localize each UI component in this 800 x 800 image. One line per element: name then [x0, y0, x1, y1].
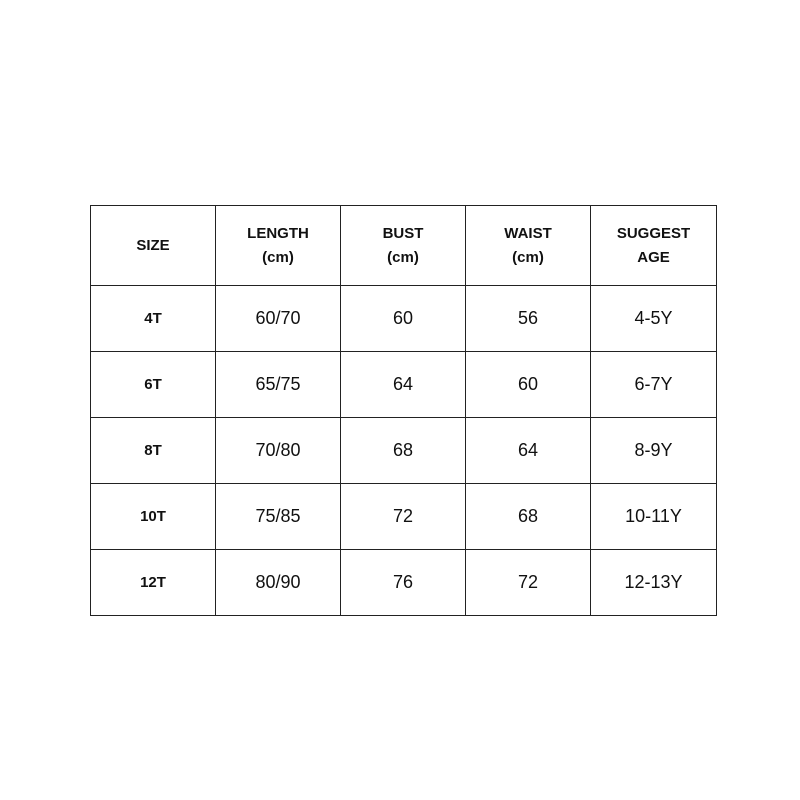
header-length-line1: LENGTH [247, 224, 309, 242]
bust-cell: 68 [341, 418, 466, 484]
header-size-line1: SIZE [136, 236, 170, 254]
table-row [91, 550, 717, 616]
size-cell: 4T [91, 286, 216, 352]
header-age-line2: AGE [637, 248, 670, 266]
header-length-line2: (cm) [262, 248, 294, 266]
header-bust [341, 206, 466, 286]
table-row [91, 418, 717, 484]
table-row [91, 484, 717, 550]
age-cell: 8-9Y [591, 418, 717, 484]
header-size [91, 206, 216, 286]
length-cell: 70/80 [216, 418, 341, 484]
waist-cell: 64 [466, 418, 591, 484]
size-cell: 12T [91, 550, 216, 616]
bust-cell: 60 [341, 286, 466, 352]
header-waist-line1: WAIST [504, 224, 552, 242]
size-cell: 8T [91, 418, 216, 484]
waist-cell: 68 [466, 484, 591, 550]
header-suggest-age [591, 206, 717, 286]
length-cell: 60/70 [216, 286, 341, 352]
table-row [91, 352, 717, 418]
age-cell: 10-11Y [591, 484, 717, 550]
table-header-row [91, 206, 717, 286]
header-bust-line1: BUST [382, 224, 424, 242]
age-cell: 12-13Y [591, 550, 717, 616]
waist-cell: 56 [466, 286, 591, 352]
header-waist [466, 206, 591, 286]
waist-cell: 60 [466, 352, 591, 418]
header-length [216, 206, 341, 286]
table-row [91, 286, 717, 352]
age-cell: 6-7Y [591, 352, 717, 418]
size-chart-table [90, 205, 717, 616]
waist-cell: 72 [466, 550, 591, 616]
length-cell: 75/85 [216, 484, 341, 550]
age-cell: 4-5Y [591, 286, 717, 352]
length-cell: 65/75 [216, 352, 341, 418]
bust-cell: 72 [341, 484, 466, 550]
length-cell: 80/90 [216, 550, 341, 616]
header-age-line1: SUGGEST [616, 224, 691, 242]
size-cell: 10T [91, 484, 216, 550]
header-bust-line2: (cm) [387, 248, 419, 266]
bust-cell: 76 [341, 550, 466, 616]
header-waist-line2: (cm) [512, 248, 544, 266]
bust-cell: 64 [341, 352, 466, 418]
size-cell: 6T [91, 352, 216, 418]
